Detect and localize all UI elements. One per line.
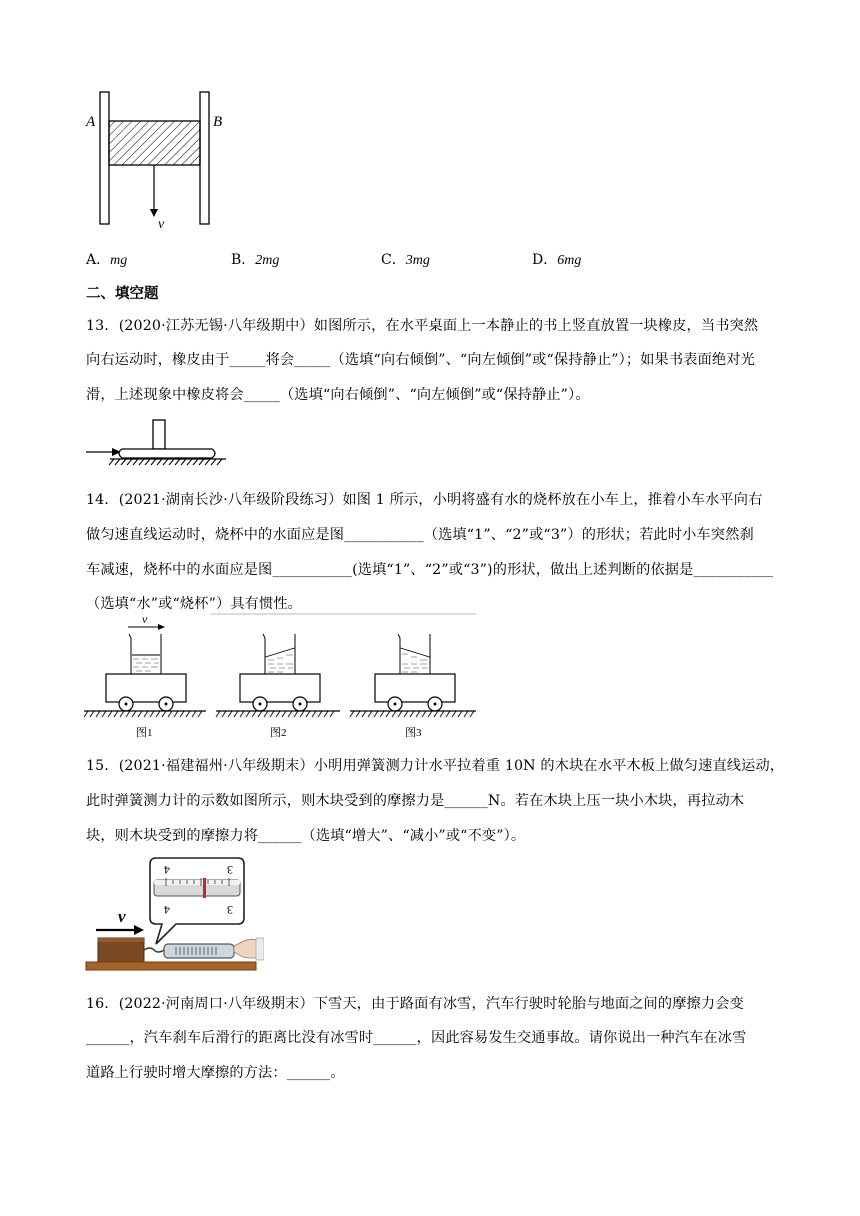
option-d-letter: D． <box>532 252 558 268</box>
walls-figure <box>80 88 240 238</box>
option-c-letter: C． <box>381 252 406 268</box>
q14-line-2: 做匀速直线运动时，烧杯中的水面应是图___________（选填“1”、“2”或“3”）的形状；若此时小车突然刹 <box>86 527 754 543</box>
spring-scale-body <box>164 944 234 958</box>
option-b-value: 2mg <box>255 253 280 268</box>
fig1-caption: 图1 <box>136 727 153 739</box>
hatched-block <box>109 121 200 165</box>
scale-pointer <box>203 878 206 898</box>
q14-line-4: （选填“水”或“烧杯”）具有惯性。 <box>86 596 303 612</box>
q16-line-1: 16．(2022·河南周口·八年级期末）下雪天，由于路面有冰雪，汽车行驶时轮胎与地面之间的摩擦力会变 <box>86 996 744 1012</box>
book-eraser-figure <box>84 418 234 470</box>
option-a-value: mg <box>110 253 128 268</box>
q15-line-3: 块，则木块受到的摩擦力将______（选填“增大”、“减小”或“不变”）。 <box>86 828 526 844</box>
option-b <box>231 249 279 269</box>
book <box>119 449 215 458</box>
scale-tick-3-bottom: 3 <box>227 903 233 917</box>
block-v-label: v <box>118 907 126 926</box>
spring-scale-figure <box>84 856 264 974</box>
q15-line-1: 15．(2021·福建福州·八年级期末）小明用弹簧测力计水平拉着重 10N 的木块在水平木板上做匀速直线运动， <box>86 758 785 774</box>
scale-tick-4-bottom: 4 <box>164 903 170 917</box>
option-d-value: 6mg <box>557 253 582 268</box>
option-b-letter: B． <box>231 252 256 268</box>
cart-1 <box>106 612 186 711</box>
q13-line-3: 滑，上述现象中橡皮将会_____（选填“向右倾倒”、“向左倾倒”或“保持静止”）。 <box>86 387 590 403</box>
q13-line-2: 向右运动时，橡皮由于_____将会_____（选填“向右倾倒”、“向左倾倒”或“保持静止”）；如果书表面绝对光 <box>86 352 755 368</box>
q16-line-2: ______，汽车刹车后滑行的距离比没有冰雪时______，因此容易发生交通事故。请你说出一种汽车在冰雪 <box>86 1030 747 1046</box>
q15-line-2: 此时弹簧测力计的示数如图所示，则木块受到的摩擦力是______N。若在木块上压一块小木块，再拉动木 <box>86 793 745 809</box>
eraser <box>153 420 165 449</box>
section-title: 二、填空题 <box>86 286 159 302</box>
option-c-value: 3mg <box>405 253 430 268</box>
carts-figure <box>84 612 479 742</box>
option-a-letter: A． <box>86 252 111 268</box>
q16-line-3: 道路上行驶时增大摩擦的方法：______。 <box>86 1065 345 1081</box>
q14-line-3: 车减速，烧杯中的水面应是图___________(选填“1”、“2”或“3”)的形状，做出上述判断的依据是___________ <box>86 562 774 578</box>
wooden-board <box>86 962 256 970</box>
option-a <box>86 249 127 269</box>
cart-2 <box>240 634 320 711</box>
cart-3 <box>375 634 455 711</box>
label-b: B <box>213 114 223 130</box>
label-v: v <box>158 217 165 232</box>
wall-a <box>100 92 109 224</box>
option-c <box>381 249 430 269</box>
option-d <box>532 249 581 269</box>
q14-line-1: 14．(2021·湖南长沙·八年级阶段练习）如图 1 所示，小明将盛有水的烧杯放在小车上，推着小车水平向右 <box>86 492 763 508</box>
cart-1-v-label: v <box>142 612 148 626</box>
q13-line-1: 13．(2020·江苏无锡·八年级期中）如图所示，在水平桌面上一本静止的书上竖直放置一块橡皮，当书突然 <box>86 318 759 334</box>
wall-b <box>200 92 209 224</box>
label-a: A <box>86 114 96 130</box>
scale-tick-3-top: 3 <box>227 863 233 877</box>
fig3-caption: 图3 <box>405 727 422 739</box>
fig2-caption: 图2 <box>270 727 287 739</box>
scale-tick-4-top: 4 <box>164 863 170 877</box>
